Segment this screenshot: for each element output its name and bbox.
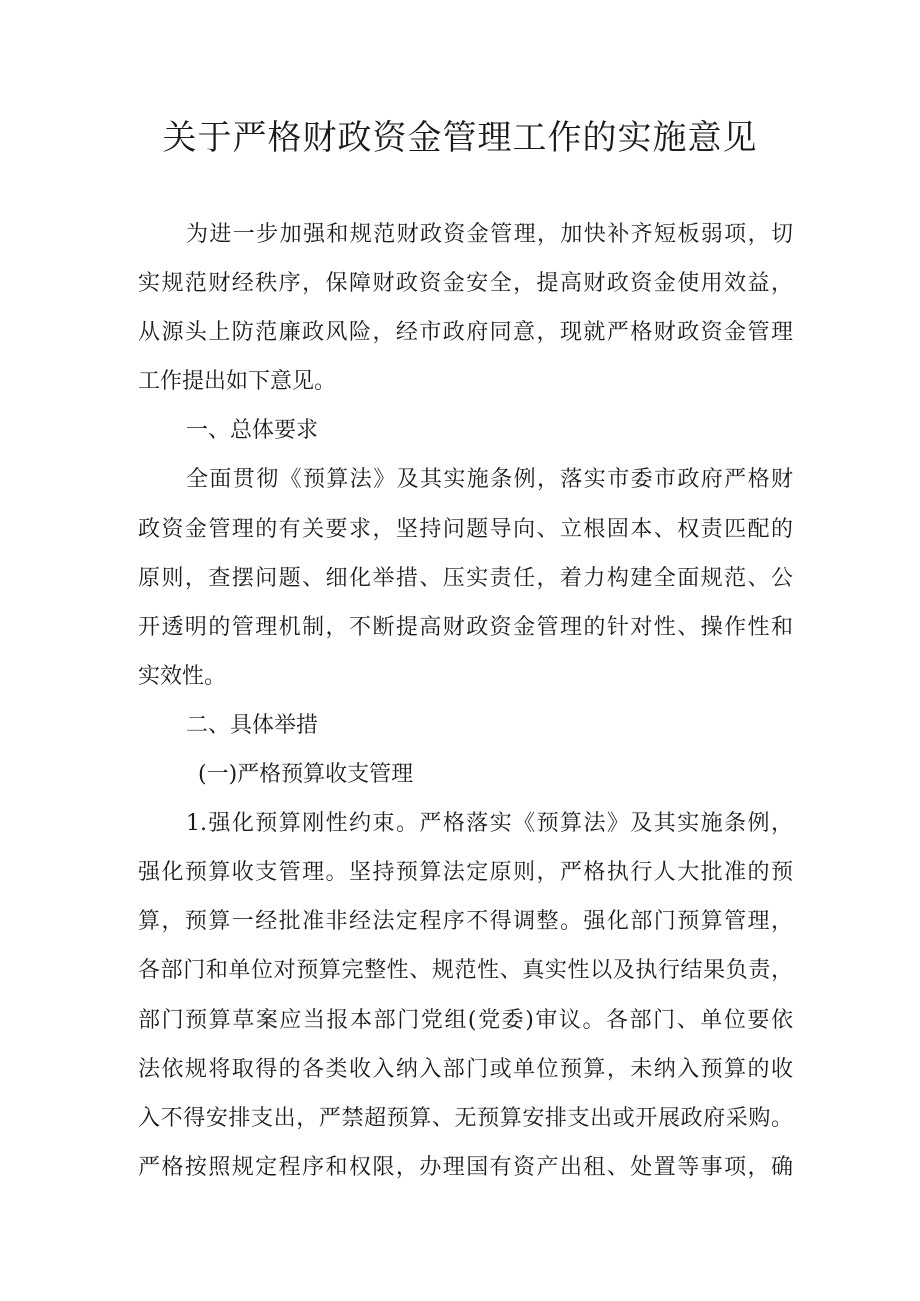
paragraph-line: 从源头上防范廉政风险，经市政府同意，现就严格财政资金管理 (138, 320, 793, 346)
paragraph-line: 法依规将取得的各类收入纳入部门或单位预算，未纳入预算的收 (138, 1056, 793, 1082)
section-heading: 二、具体举措 (186, 712, 319, 738)
paragraph-line: 实规范财经秩序，保障财政资金安全，提高财政资金使用效益， (138, 271, 793, 297)
paragraph-line: 全面贯彻《预算法》及其实施条例，落实市委市政府严格财 (186, 467, 793, 493)
paragraph-line: 入不得安排支出，严禁超预算、无预算安排支出或开展政府采购。 (138, 1105, 793, 1131)
paragraph-line: 1.强化预算刚性约束。严格落实《预算法》及其实施条例， (186, 811, 793, 837)
paragraph-line: 严格按照规定程序和权限，办理国有资产出租、处置等事项，确 (138, 1154, 793, 1180)
document-title: 关于严格财政资金管理工作的实施意见 (162, 118, 758, 158)
paragraph-line: 部门预算草案应当报本部门党组(党委)审议。各部门、单位要依 (138, 1007, 793, 1033)
paragraph-line: 开透明的管理机制，不断提高财政资金管理的针对性、操作性和 (138, 614, 793, 640)
paragraph-line: 实效性。 (138, 663, 227, 689)
paragraph-line: 工作提出如下意见。 (138, 369, 337, 395)
paragraph-line: 强化预算收支管理。坚持预算法定原则，严格执行人大批准的预 (138, 860, 793, 886)
paragraph-line: 原则，查摆问题、细化举措、压实责任，着力构建全面规范、公 (138, 565, 793, 591)
subsection-heading: (一)严格预算收支管理 (198, 762, 414, 788)
section-heading: 一、总体要求 (186, 418, 319, 444)
paragraph-line: 为进一步加强和规范财政资金管理，加快补齐短板弱项，切 (186, 222, 793, 247)
document-body (138, 210, 793, 1192)
paragraph-line: 各部门和单位对预算完整性、规范性、真实性以及执行结果负责， (138, 958, 793, 984)
paragraph-line: 政资金管理的有关要求，坚持问题导向、立根固本、权责匹配的 (138, 516, 793, 542)
paragraph-line: 算，预算一经批准非经法定程序不得调整。强化部门预算管理， (138, 909, 793, 935)
